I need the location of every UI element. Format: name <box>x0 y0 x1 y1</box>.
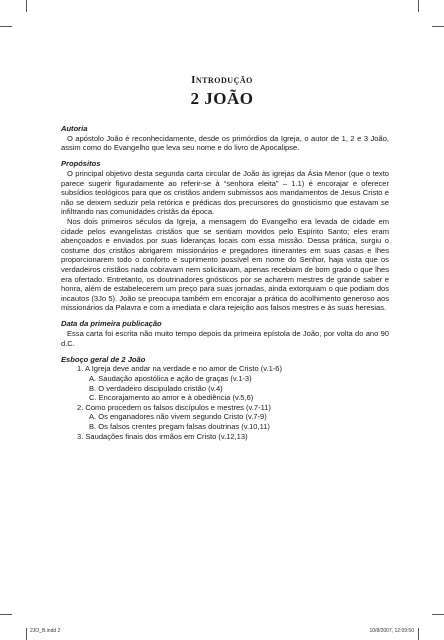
crop-mark <box>26 0 27 12</box>
section-data <box>61 319 389 348</box>
crop-mark <box>432 614 444 615</box>
crop-mark <box>0 614 12 615</box>
section-heading: Autoria <box>61 124 88 133</box>
document-body <box>61 124 389 441</box>
outline-item: A. Saudação apostólica e ação de graças (v.1-3) <box>89 374 252 384</box>
crop-mark <box>0 26 12 27</box>
outline-list <box>61 364 389 441</box>
section-heading: Propósitos <box>61 159 101 169</box>
outline-item: 2. Como procedem os falsos discípulos e mestres (v.7-11) <box>77 402 271 412</box>
paragraph: Essa carta foi escrita não muito tempo depois da primeira epístola de João, por volta do ano 90 d.C. <box>61 329 389 348</box>
crop-mark <box>432 26 444 27</box>
paragraph: O principal objetivo desta segunda carta circular de João às igrejas da Ásia Menor (que o texto parece sugerir figuradamente ao referir-se à “senhora eleita” – 1.1) é encorajar e oferecer subsídios teológicos para que os cristãos andem submissos aos mandamentos de Jesus Cristo e não se deixem seduzir pela retórica e prédicas dos precursores do gnosticismo que estavam se infiltrando nas comunidades cristãs da época. <box>61 168 389 217</box>
outline-item: C. Encorajamento ao amor e à obediência (v.5,6) <box>89 393 254 403</box>
crop-mark <box>418 0 419 12</box>
section-autoria <box>61 124 389 153</box>
section-heading: Esboço geral de 2 João <box>61 354 146 364</box>
paragraph: Nos dois primeiros séculos da Igreja, a mensagem do Evangelho era levada de cidade em cidade pelos evangelistas cristãos que se sentiam movidos pelo Espírito Santo; eles eram abençoados e enviados por suas lideranças locais com essa missão. Dessa prática, surgiu o costume dos cristãos abrigarem missionários e pregadores itinerantes em suas casas e lhes proporcionarem todo o conforto e suprimento possível em nome do Senhor, haja vista que os verdadeiros cristãos nada cobravam nem solicitavam, apenas recebiam de bom grado o que lhes era ofertado. Entretanto, os doutrinadores gnósticos por se acharem mestres de grande saber e honra, além de estabelecerem um preço para suas jornadas, ainda extorquiam o que podiam dos incautos (3Jo 5). João se preocupa também em encorajar a prática do acolhimento generoso aos missionários da Palavra e com a imediata e clara rejeição aos falsos mestres e às suas heresias. <box>61 216 389 313</box>
outline-item: 1. A Igreja deve andar na verdade e no amor de Cristo (v.1-6) <box>77 364 282 374</box>
footer-filename: 2JO_B.indd 2 <box>30 628 61 634</box>
outline-item: B. Os falsos crentes pregam falsas doutrinas (v.10,11) <box>89 422 270 431</box>
outline-item: A. Os enganadores não vivem segundo Cristo (v.7-9) <box>89 412 267 422</box>
crop-mark <box>418 628 419 640</box>
footer-timestamp: 10/8/2007, 12:09:50 <box>369 628 414 634</box>
outline-item: 3. Saudações finais dos irmãos em Cristo (v.12,13) <box>77 431 248 441</box>
page-title: 2 JOÃO <box>190 89 254 108</box>
outline-item: B. O verdadeiro discipulado cristão (v.4) <box>89 383 223 393</box>
section-heading: Data da primeira publicação <box>61 319 162 329</box>
crop-mark <box>26 628 27 640</box>
page-kicker: Introdução <box>191 74 253 86</box>
section-propositos <box>61 159 389 313</box>
paragraph: O apóstolo João é reconhecidamente, desde os primórdios da Igreja, o autor de 1, 2 e 3 João, assim como do Evangelho que leva seu nome e do livro de Apocalipse. <box>61 133 389 153</box>
section-esboco <box>61 355 389 441</box>
